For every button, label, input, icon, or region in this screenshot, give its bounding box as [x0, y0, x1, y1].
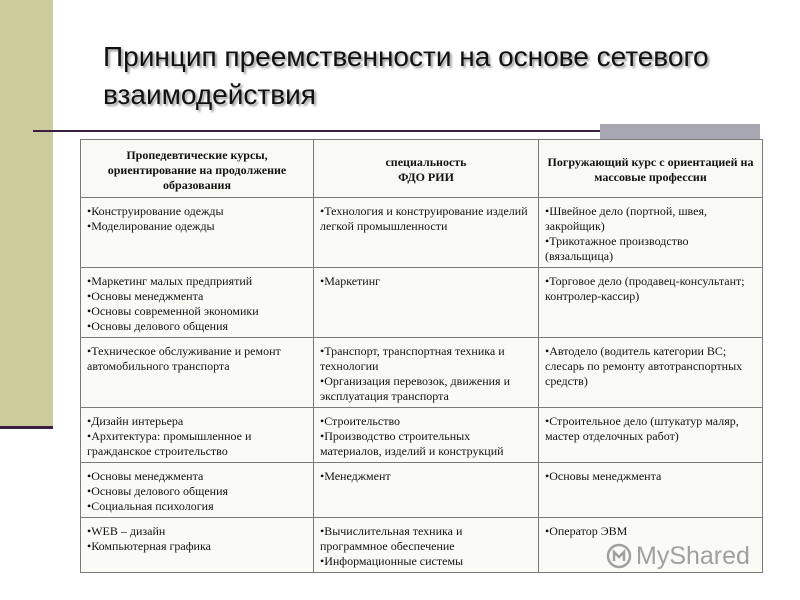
list-item: •Основы современной экономики	[87, 304, 259, 318]
list-item: •Торговое дело (продавец-консультант; контролер-кассир)	[545, 274, 745, 303]
list-item: •Транспорт, транспортная техника и технологии	[320, 344, 505, 373]
watermark-text: MyShared	[636, 541, 750, 570]
list-item: •Вычислительная техника и программное обеспечение	[320, 524, 463, 553]
list-item: •Производство строительных материалов, изделий и конструкций	[320, 429, 504, 458]
list-item: •Конструирование одежды	[87, 204, 224, 218]
table-row	[81, 268, 763, 338]
list-item: •Маркетинг малых предприятий	[87, 274, 253, 288]
table-cell-specialty	[314, 463, 539, 518]
continuity-table	[80, 139, 763, 573]
list-item: •Технология и конструирование изделий легкой промышленности	[320, 204, 528, 233]
list-item: •Швейное дело (портной, швея, закройщик)	[545, 204, 707, 233]
table-header-row	[81, 140, 763, 198]
myshared-logo-icon	[606, 543, 632, 569]
table-row	[81, 463, 763, 518]
table-cell-specialty	[314, 408, 539, 463]
slide-title: Принцип преемственности на основе сетевого взаимодействия	[103, 41, 709, 110]
list-item: •Строительное дело (штукатур маляр, мастер отделочных работ)	[545, 414, 739, 443]
side-bar-underline	[0, 426, 53, 429]
list-item: •Оператор ЭВМ	[545, 524, 628, 538]
table-cell-immersion	[539, 198, 763, 268]
list-item: •Маркетинг	[320, 274, 381, 288]
table-cell-immersion	[539, 268, 763, 338]
table-cell-propaedeutic	[81, 463, 314, 518]
list-item: •Основы делового общения	[87, 319, 229, 333]
list-item: •Социальная психология	[87, 499, 214, 513]
table-cell-propaedeutic	[81, 198, 314, 268]
list-item: •WEB – дизайн	[87, 524, 166, 538]
table-cell-immersion	[539, 338, 763, 408]
table-cell-specialty	[314, 268, 539, 338]
header-immersion-course: Погружающий курс с ориентацией на массовые профессии	[539, 140, 763, 198]
decorative-side-bar	[0, 0, 53, 428]
divider-accent-box	[600, 124, 760, 140]
list-item: •Архитектура: промышленное и гражданское строительство	[87, 429, 252, 458]
list-item: •Информационные системы	[320, 554, 464, 568]
table-cell-propaedeutic	[81, 518, 314, 573]
list-item: •Основы менеджмента	[87, 469, 204, 483]
list-item: •Трикотажное производство (вязальщица)	[545, 234, 689, 263]
table-cell-immersion	[539, 408, 763, 463]
list-item: •Автодело (водитель категории ВС; слесарь по ремонту автотранспортных средств)	[545, 344, 743, 388]
table-cell-propaedeutic	[81, 408, 314, 463]
header-specialty-line: специальность	[385, 155, 467, 169]
list-item: •Техническое обслуживание и ремонт автомобильного транспорта	[87, 344, 281, 373]
list-item: •Дизайн интерьера	[87, 414, 184, 428]
list-item: •Строительство	[320, 414, 401, 428]
table-body	[81, 198, 763, 573]
header-specialty	[314, 140, 539, 198]
table-cell-specialty	[314, 198, 539, 268]
list-item: •Организация перевозок, движения и эксплуатация транспорта	[320, 374, 510, 403]
table-row	[81, 338, 763, 408]
table-row	[81, 198, 763, 268]
list-item: •Основы менеджмента	[87, 289, 204, 303]
table-cell-immersion	[539, 463, 763, 518]
table-cell-specialty	[314, 338, 539, 408]
list-item: •Компьютерная графика	[87, 539, 211, 553]
table-cell-propaedeutic	[81, 338, 314, 408]
list-item: •Менеджмент	[320, 469, 391, 483]
watermark	[606, 536, 750, 576]
table-row	[81, 408, 763, 463]
table-cell-specialty	[314, 518, 539, 573]
list-item: •Моделирование одежды	[87, 219, 215, 233]
list-item: •Основы менеджмента	[545, 469, 662, 483]
list-item: •Основы делового общения	[87, 484, 229, 498]
header-propaedeutic-courses: Пропедевтические курсы, ориентирование на продолжение образования	[81, 140, 314, 198]
table-cell-propaedeutic	[81, 268, 314, 338]
header-specialty-line: ФДО РИИ	[398, 170, 454, 184]
